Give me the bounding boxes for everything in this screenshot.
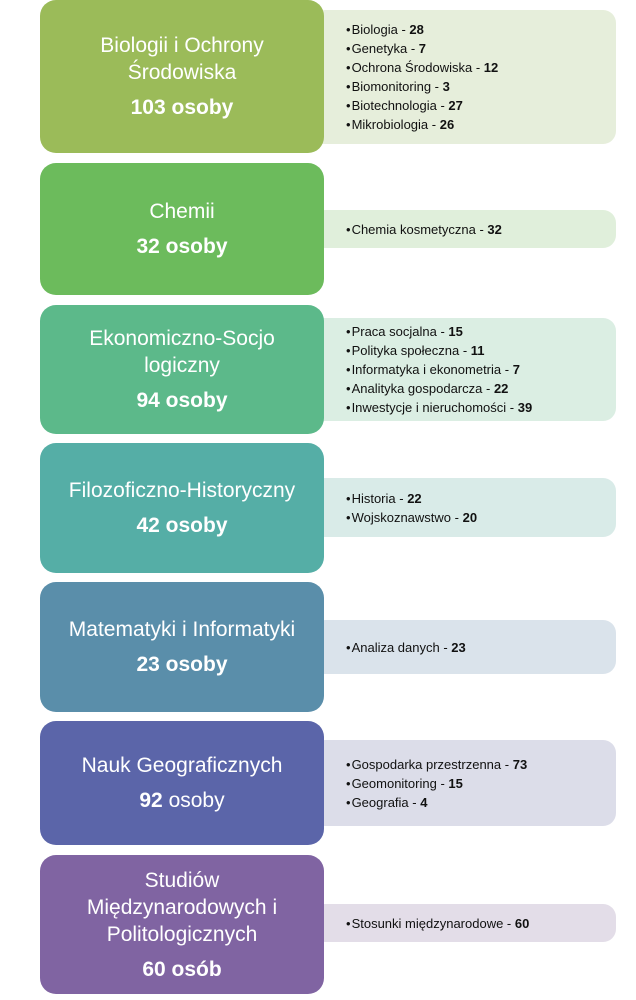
count-number: 92 — [139, 789, 163, 812]
major-label: Historia — [351, 490, 396, 506]
faculty-box-matematyki — [40, 582, 324, 712]
separator: - — [506, 400, 518, 415]
major-count: 60 — [514, 915, 530, 931]
major-item — [346, 220, 606, 239]
major-label: Chemia kosmetyczna — [351, 221, 476, 237]
major-count: 7 — [512, 362, 520, 377]
count-number: 103 — [130, 96, 166, 119]
major-label: Analityka gospodarcza — [351, 381, 483, 396]
bullet: • — [346, 221, 351, 237]
major-item — [346, 96, 606, 115]
separator: - — [482, 381, 494, 396]
separator: - — [503, 915, 515, 931]
bullet: • — [346, 490, 351, 506]
detail-panel-biologii — [312, 10, 616, 144]
count-number: 32 — [136, 235, 160, 258]
faculty-count — [139, 787, 224, 814]
major-label: Gospodarka przestrzenna — [351, 756, 502, 772]
faculty-count — [142, 956, 221, 983]
major-count: 7 — [418, 41, 427, 56]
bullet: • — [346, 915, 351, 931]
major-label: Biomonitoring — [351, 79, 432, 94]
major-count: 15 — [448, 775, 463, 791]
faculty-name: Filozoficzno-Historyczny — [68, 479, 296, 502]
major-item — [346, 379, 606, 398]
major-label: Stosunki międzynarodowe — [351, 915, 504, 931]
major-item — [346, 508, 606, 527]
major-count: 28 — [409, 22, 424, 37]
major-label: Praca socjalna — [351, 324, 437, 339]
faculty-name: Studiów Międzynarodowych i Politologicznych — [86, 868, 278, 946]
major-item — [346, 115, 606, 134]
separator: - — [439, 639, 452, 655]
major-count: 27 — [448, 98, 463, 113]
bullet: • — [346, 60, 351, 75]
count-number: 94 — [136, 389, 160, 412]
separator: - — [407, 41, 419, 56]
faculty-count — [136, 233, 227, 260]
major-label: Wojskoznawstwo — [351, 509, 452, 525]
faculty-box-biologii — [40, 0, 324, 153]
major-count: 15 — [448, 324, 463, 339]
count-unit: osoby — [165, 389, 228, 412]
count-unit: osoby — [168, 789, 225, 812]
separator: - — [408, 794, 421, 810]
faculty-count — [136, 512, 227, 539]
major-item — [346, 398, 606, 417]
separator: - — [395, 490, 408, 506]
major-item — [346, 322, 606, 341]
major-item — [346, 77, 606, 96]
bullet: • — [346, 775, 351, 791]
major-count: 20 — [462, 509, 478, 525]
major-count: 11 — [470, 343, 485, 358]
major-count: 23 — [451, 639, 466, 655]
separator: - — [431, 79, 443, 94]
count-number: 23 — [136, 653, 160, 676]
count-unit: osoby — [171, 96, 234, 119]
count-unit: osoby — [165, 653, 228, 676]
faculty-count — [136, 387, 227, 414]
major-label: Biologia — [351, 22, 398, 37]
count-unit: osób — [171, 957, 222, 981]
bullet: • — [346, 400, 351, 415]
major-label: Inwestycje i nieruchomości — [351, 400, 507, 415]
bullet: • — [346, 362, 351, 377]
major-label: Ochrona Środowiska — [351, 60, 473, 75]
separator: - — [436, 98, 449, 113]
major-item — [346, 58, 606, 77]
major-label: Informatyka i ekonometria — [351, 362, 502, 377]
major-label: Geomonitoring — [351, 775, 437, 791]
bullet: • — [346, 756, 351, 772]
bullet: • — [346, 794, 351, 810]
major-item — [346, 39, 606, 58]
major-count: 3 — [442, 79, 450, 94]
major-item — [346, 638, 606, 657]
bullet: • — [346, 79, 351, 94]
major-label: Analiza danych — [351, 639, 440, 655]
separator: - — [436, 775, 449, 791]
major-label: Geografia — [351, 794, 409, 810]
bullet: • — [346, 117, 351, 132]
bullet: • — [346, 381, 351, 396]
major-count: 26 — [439, 117, 455, 132]
faculty-name: Biologii i Ochrony Środowiska — [100, 34, 264, 84]
bullet: • — [346, 639, 351, 655]
major-count: 4 — [420, 794, 428, 810]
separator: - — [472, 60, 484, 75]
major-label: Biotechnologia — [351, 98, 437, 113]
separator: - — [501, 756, 513, 772]
major-item — [346, 489, 606, 508]
bullet: • — [346, 98, 351, 113]
major-count: 32 — [487, 221, 502, 237]
major-item — [346, 341, 606, 360]
major-count: 12 — [483, 60, 499, 75]
separator: - — [436, 324, 449, 339]
bullet: • — [346, 41, 351, 56]
count-number: 42 — [136, 514, 160, 537]
major-label: Genetyka — [351, 41, 408, 56]
major-item — [346, 793, 606, 812]
faculty-box-filozoficzno — [40, 443, 324, 573]
separator: - — [428, 117, 440, 132]
detail-panel-studiow — [312, 904, 616, 942]
separator: - — [475, 221, 488, 237]
major-count: 39 — [517, 400, 533, 415]
faculty-box-chemii — [40, 163, 324, 295]
faculty-count — [136, 651, 227, 678]
faculty-name: Ekonomiczno-Socjologiczny — [89, 327, 275, 377]
faculty-name: Nauk Geograficznych — [81, 754, 283, 777]
bullet: • — [346, 22, 351, 37]
faculty-name: Chemii — [149, 200, 215, 223]
count-unit: osoby — [165, 514, 228, 537]
major-item — [346, 914, 606, 933]
major-label: Mikrobiologia — [351, 117, 429, 132]
separator: - — [451, 509, 463, 525]
bullet: • — [346, 343, 351, 358]
major-item — [346, 360, 606, 379]
faculty-count — [131, 94, 234, 121]
detail-panel-geograficznych — [312, 740, 616, 826]
detail-panel-chemii — [312, 210, 616, 248]
separator: - — [397, 22, 410, 37]
faculty-box-ekonomiczno — [40, 305, 324, 434]
major-item — [346, 20, 606, 39]
bullet: • — [346, 324, 351, 339]
count-unit: osoby — [165, 235, 228, 258]
faculty-box-studiow — [40, 855, 324, 994]
major-item — [346, 755, 606, 774]
separator: - — [501, 362, 513, 377]
faculty-box-geograficznych — [40, 721, 324, 845]
detail-panel-filozoficzno — [312, 478, 616, 537]
major-count: 22 — [407, 490, 422, 506]
major-label: Polityka społeczna — [351, 343, 460, 358]
detail-panel-matematyki — [312, 620, 616, 674]
major-item — [346, 774, 606, 793]
major-count: 22 — [493, 381, 509, 396]
faculty-name: Matematyki i Informatyki — [68, 618, 296, 641]
detail-panel-ekonomiczno — [312, 318, 616, 421]
count-number: 60 — [142, 957, 166, 981]
major-count: 73 — [512, 756, 528, 772]
bullet: • — [346, 509, 351, 525]
separator: - — [459, 343, 471, 358]
